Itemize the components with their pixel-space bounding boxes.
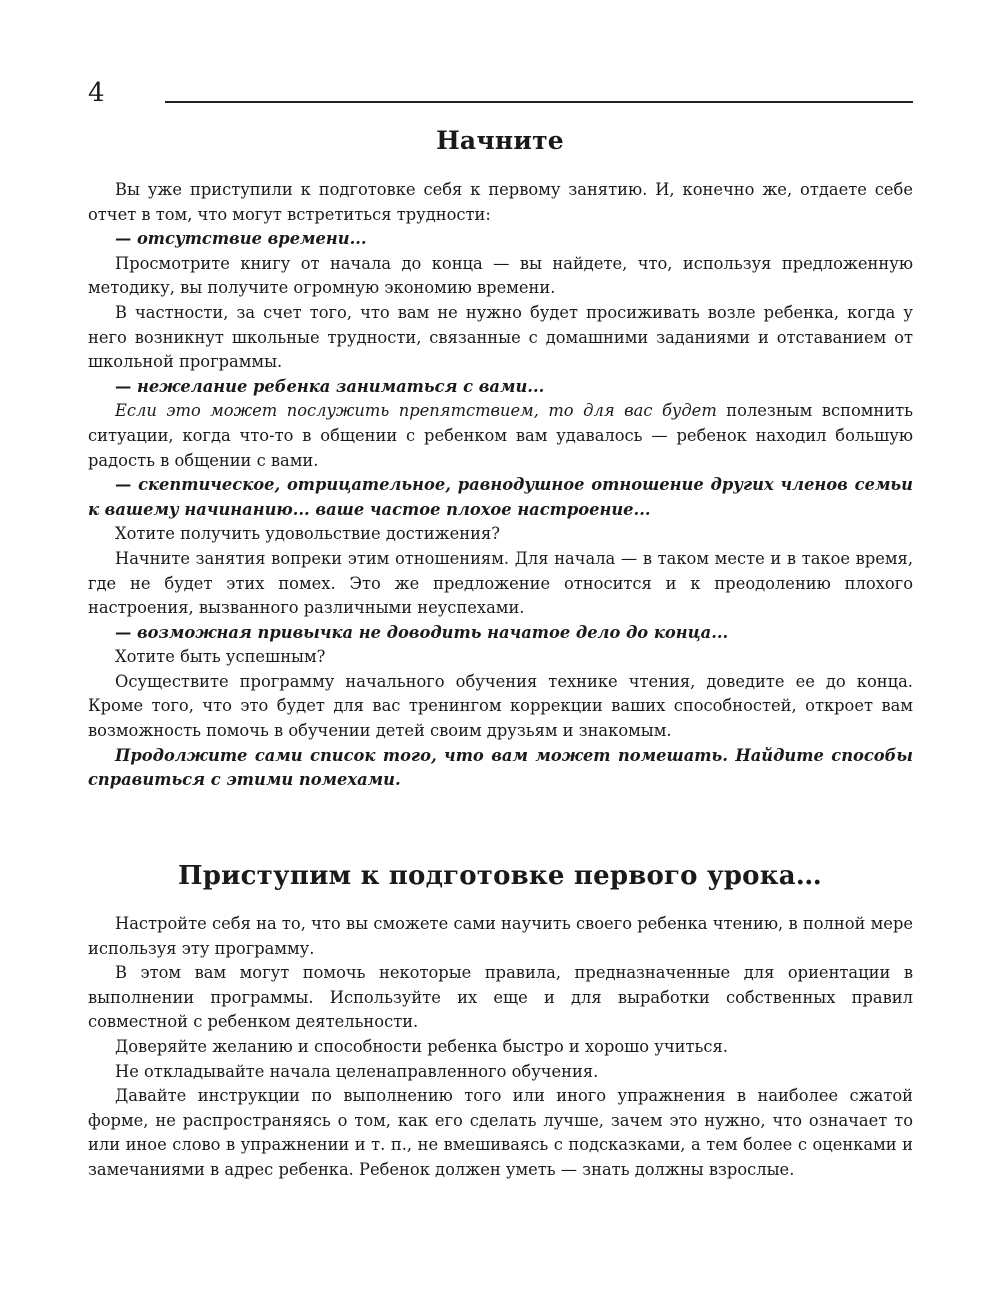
paragraph-mixed [88, 399, 913, 473]
paragraph: В частности, за счет того, что вам не нужно будет просиживать возле ребенка, когда у него возникнут школьные трудности, связанные с домашними заданиями и отставанием от школьной программы. [88, 302, 913, 372]
paragraph-emphasis: — возможная привычка не доводить начатое дело до конца... [115, 622, 729, 642]
paragraph: В этом вам могут помочь некоторые правила, предназначенные для ориентации в выполнении программы. Используйте их еще и для выработки собственных правил совместной с ребенком деятельности. [88, 963, 913, 1032]
paragraph-emphasis: — скептическое, отрицательное, равнодушное отношение других членов семьи к вашему начинанию... ваше частое плохое настроение... [88, 475, 913, 519]
italic-span: Если это может послужить препятствием, то для вас будет [115, 401, 717, 421]
paragraph: Не откладывайте начала целенаправленного обучения. [115, 1061, 599, 1081]
paragraph: Вы уже приступили к подготовке себя к первому занятию. И, конечно же, отдаете себе отчет в том, что могут встретиться трудности: [88, 180, 913, 224]
regular-span: полезным вспомнить ситуации, когда что-то в общении с ребенком вам удавалось — ребенок находил большую радость в общении с вами. [88, 401, 914, 470]
paragraph-emphasis: Продолжите сами список того, что вам может помешать. Найдите способы справиться с этими помехами. [88, 745, 913, 790]
section-body [88, 912, 913, 1183]
page-number: 4 [88, 78, 105, 108]
section-body [88, 178, 913, 793]
header-rule [165, 101, 913, 103]
paragraph: Доверяйте желанию и способности ребенка быстро и хорошо учиться. [115, 1036, 728, 1056]
paragraph: Начните занятия вопреки этим отношениям. Для начала — в таком месте и в такое время, где не будет этих помех. Это же предложение относится и к преодолению плохого настроения, вызванного различными неуспехами. [88, 548, 913, 618]
section-title: Начните [436, 126, 564, 155]
paragraph: Давайте инструкции по выполнению того или иного упражнения в наиболее сжатой форме, не распространяясь о том, как его сделать лучше, зачем это нужно, что означает то или иное слово в упражнении и т. п., не вмешиваясь с подсказками, а тем более с оценками и замечаниями в адрес ребенка. Ребенок должен уметь — знать должны взрослые. [88, 1086, 913, 1179]
section-title: Приступим к подготовке первого урока… [178, 861, 822, 891]
paragraph-emphasis: — отсутствие времени... [115, 229, 367, 249]
paragraph-emphasis: — нежелание ребенка заниматься с вами... [115, 376, 545, 396]
paragraph: Просмотрите книгу от начала до конца — вы найдете, что, используя предложенную методику, вы получите огромную экономию времени. [88, 253, 913, 298]
paragraph: Осуществите программу начального обучения технике чтения, доведите ее до конца. Кроме того, что это будет для вас тренингом коррекции ваших способностей, откроет вам возможность помочь в обучении детей своим друзьям и знакомым. [88, 671, 913, 741]
paragraph: Хотите получить удовольствие достижения? [115, 524, 500, 544]
paragraph: Хотите быть успешным? [115, 647, 326, 667]
paragraph: Настройте себя на то, что вы сможете сами научить своего ребенка чтению, в полной мере используя эту программу. [88, 914, 913, 958]
